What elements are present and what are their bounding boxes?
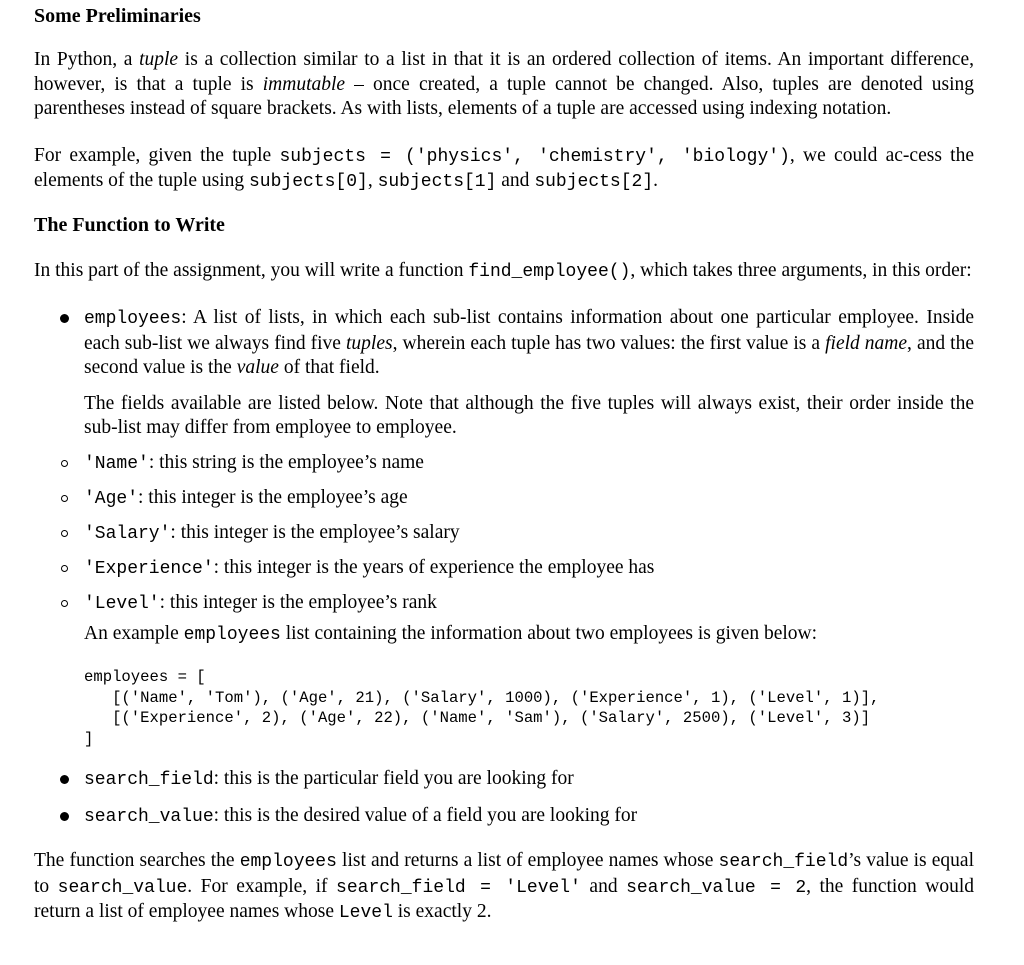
circle-bullet-icon xyxy=(61,600,68,607)
bullet-icon xyxy=(60,775,69,784)
code-employees-inline: employees xyxy=(183,624,281,645)
list-item-search-field: search_field: this is the particular field you are looking for xyxy=(34,767,974,793)
term-immutable: immutable xyxy=(262,73,346,95)
code-example-employees: employees = [ [('Name', 'Tom'), ('Age', 21), ('Salary', 1000), ('Experience', 1), ('Level', 1)], [('Experience', 2), ('Age', 22), ('Name', 'Sam'), ('Salary', 2500), ('Level', 3)] ] xyxy=(84,668,880,748)
code-subjects-1: subjects[1] xyxy=(377,172,497,192)
paragraph-function-intro: In this part of the assignment, you will write a function find_employee(), which takes three arguments, in this order: xyxy=(34,259,972,282)
circle-bullet-icon xyxy=(61,565,68,572)
bullet-icon xyxy=(60,812,69,821)
fields-intro: The fields available are listed below. Note that although the five tuples will always exist, their order inside the sub-list may differ from employee to employee. xyxy=(84,392,974,438)
argument-list xyxy=(34,306,974,829)
employees-description: employees: A list of lists, in which each sub-list contains information about one particular employee. Inside each sub-list we always find five tuples, wherein each tuple has two values: the first value is a field name, and the second value is the value of that field. xyxy=(84,307,974,378)
list-item-search-value: search_value: this is the desired value of a field you are looking for xyxy=(34,804,974,830)
list-item-employees xyxy=(34,306,974,749)
code-subjects-tuple: subjects = ('physics', 'chemistry', 'biology') xyxy=(279,146,790,167)
field-item-level: 'Level': this integer is the employee’s rank xyxy=(34,591,974,626)
code-search-field: search_field xyxy=(84,770,214,791)
paragraph-tuple-intro: In Python, a tuple is a collection similar to a list in that it is an ordered collection of items. An important difference, however, is that a tuple is immutable – once created, a tuple cannot be changed. Also, tuples are denoted using parentheses instead of square brackets. As with lists, elements of a tuple are accessed using indexing notation. xyxy=(34,49,974,119)
bullet-icon xyxy=(60,314,69,323)
document-page xyxy=(34,4,974,926)
circle-bullet-icon xyxy=(61,460,68,467)
circle-bullet-icon xyxy=(61,530,68,537)
example-intro: An example employees list containing the information about two employees is given below: xyxy=(84,622,818,645)
code-employees: employees xyxy=(84,309,182,329)
field-list xyxy=(34,451,974,626)
term-tuple: tuple xyxy=(139,49,179,70)
heading-preliminaries: Some Preliminaries xyxy=(34,5,201,27)
heading-function-to-write: The Function to Write xyxy=(34,213,225,236)
code-find-employee: find_employee() xyxy=(468,261,631,282)
field-item-name: 'Name': this string is the employee’s name xyxy=(34,451,974,486)
field-item-age: 'Age': this integer is the employee’s age xyxy=(34,486,974,521)
field-item-salary: 'Salary': this integer is the employee’s salary xyxy=(34,521,974,556)
code-subjects-2: subjects[2] xyxy=(534,172,654,192)
paragraph-function-behavior: The function searches the employees list and returns a list of employee names whose search_field’s value is equal to search_value. For example, if search_field = 'Level' and search_value = 2, the function would return a list of employee names whose Level is exactly 2. xyxy=(34,850,975,924)
paragraph-tuple-example: For example, given the tuple subjects = ('physics', 'chemistry', 'biology'), we could ac-cess the elements of the tuple using subjects[0], subjects[1] and subjects[2]. xyxy=(34,144,974,192)
circle-bullet-icon xyxy=(61,495,68,502)
code-search-value: search_value xyxy=(84,806,214,827)
code-subjects-0: subjects[0] xyxy=(249,172,368,192)
field-item-experience: 'Experience': this integer is the years of experience the employee has xyxy=(34,556,974,591)
